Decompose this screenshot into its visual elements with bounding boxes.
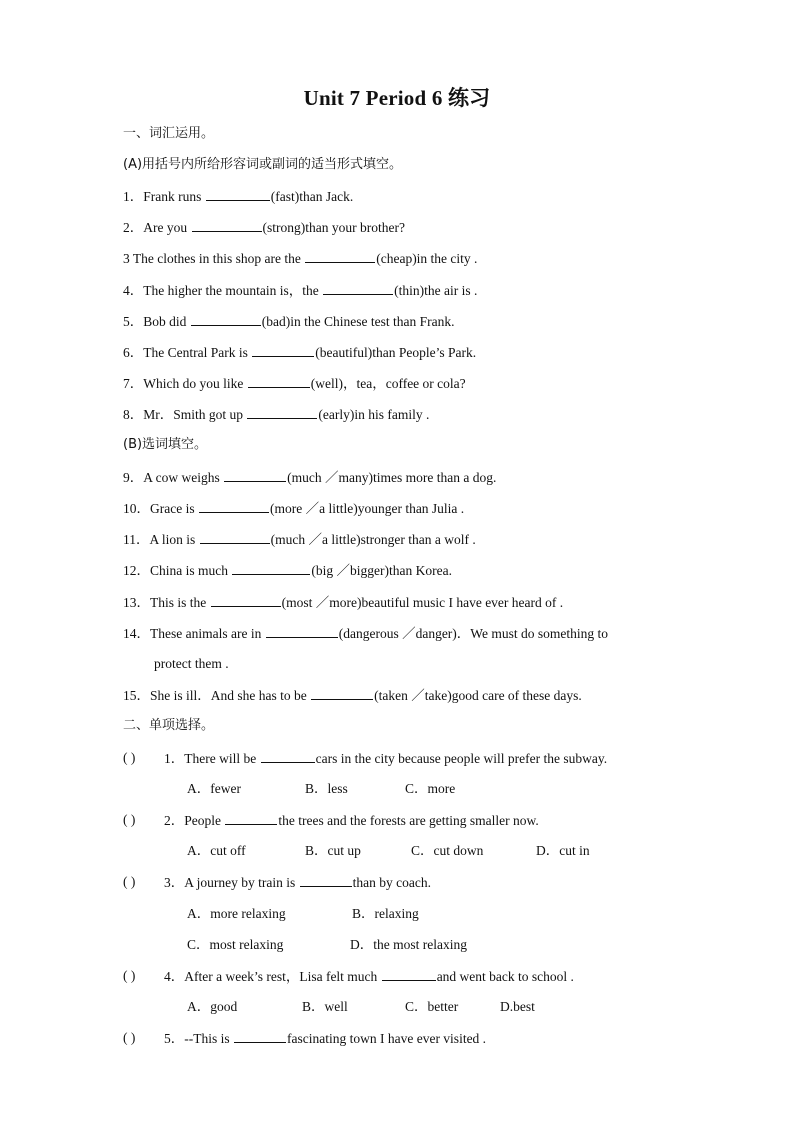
answer-blank[interactable] [206, 187, 270, 201]
mc-question: 2．People the trees and the forests are getting smaller now. [164, 813, 539, 828]
section1-partB-instruction: (B)选词填空。 [123, 437, 208, 452]
fill-item: 12．China is much (big ／bigger)than Korea. [123, 563, 452, 578]
fill-item: 3 The clothes in this shop are the (cheap)in the city . [123, 251, 478, 266]
fill-item: 4．The higher the mountain is，the (thin)the air is . [123, 283, 478, 298]
answer-blank[interactable] [224, 468, 286, 482]
answer-blank [261, 749, 315, 763]
answer-paren[interactable]: ( ) [123, 968, 136, 983]
answer-blank[interactable] [311, 686, 373, 700]
fill-item: 1．Frank runs (fast)than Jack. [123, 189, 354, 204]
option-d[interactable]: D．cut in [536, 843, 590, 858]
answer-blank[interactable] [247, 405, 317, 419]
option-b[interactable]: B．less [305, 781, 348, 796]
answer-blank [225, 811, 277, 825]
answer-blank[interactable] [248, 374, 310, 388]
option-d[interactable]: D．the most relaxing [350, 937, 467, 952]
option-c[interactable]: C．better [405, 999, 459, 1014]
mc-question: 3．A journey by train is than by coach. [164, 875, 431, 890]
answer-paren[interactable]: ( ) [123, 1030, 136, 1045]
fill-item: 5．Bob did (bad)in the Chinese test than Frank. [123, 314, 455, 329]
mc-question: 4．After a week’s rest，Lisa felt much and went back to school . [164, 969, 574, 984]
section1-partA-instruction: (A)用括号内所给形容词或副词的适当形式填空。 [123, 157, 403, 172]
option-a[interactable]: A．cut off [187, 843, 246, 858]
answer-blank[interactable] [200, 530, 270, 544]
section2-heading: 二、单项选择。 [123, 718, 215, 733]
fill-item: 9．A cow weighs (much ／many)times more than a dog. [123, 470, 497, 485]
option-a[interactable]: A．fewer [187, 781, 241, 796]
answer-blank [382, 967, 436, 981]
answer-blank[interactable] [252, 343, 314, 357]
fill-item: 11．A lion is (much ／a little)stronger than a wolf . [123, 532, 476, 547]
option-b[interactable]: B．relaxing [352, 906, 419, 921]
answer-blank [234, 1029, 286, 1043]
option-a[interactable]: A．more relaxing [187, 906, 286, 921]
answer-blank[interactable] [211, 593, 281, 607]
option-b[interactable]: B．cut up [305, 843, 361, 858]
answer-paren[interactable]: ( ) [123, 812, 136, 827]
answer-blank[interactable] [323, 281, 393, 295]
option-a[interactable]: A．good [187, 999, 238, 1014]
option-c[interactable]: C．cut down [411, 843, 484, 858]
option-c[interactable]: C．most relaxing [187, 937, 284, 952]
fill-item: 13．This is the (most ／more)beautiful music I have ever heard of . [123, 595, 564, 610]
option-c[interactable]: C．more [405, 781, 456, 796]
answer-paren[interactable]: ( ) [123, 750, 136, 765]
section1-heading: 一、词汇运用。 [123, 126, 215, 141]
answer-blank [300, 873, 352, 887]
mc-question: 1．There will be cars in the city because people will prefer the subway. [164, 751, 608, 766]
fill-item: 8．Mr．Smith got up (early)in his family . [123, 407, 430, 422]
answer-blank[interactable] [232, 561, 310, 575]
answer-blank[interactable] [199, 499, 269, 513]
fill-item: 2．Are you (strong)than your brother? [123, 220, 405, 235]
answer-blank[interactable] [192, 218, 262, 232]
fill-item: 14．These animals are in (dangerous ／danger)．We must do something to [123, 626, 608, 641]
fill-item: 6．The Central Park is (beautiful)than People’s Park. [123, 345, 477, 360]
answer-blank[interactable] [191, 312, 261, 326]
mc-question: 5．--This is fascinating town I have ever visited . [164, 1031, 487, 1046]
fill-item-continuation: protect them . [154, 656, 229, 671]
fill-item: 15．She is ill．And she has to be (taken ／take)good care of these days. [123, 688, 582, 703]
option-d[interactable]: D.best [500, 999, 535, 1014]
fill-item: 7．Which do you like (well)，tea，coffee or cola? [123, 376, 466, 391]
fill-item: 10．Grace is (more ／a little)younger than Julia . [123, 501, 465, 516]
answer-paren[interactable]: ( ) [123, 874, 136, 889]
option-b[interactable]: B．well [302, 999, 348, 1014]
answer-blank[interactable] [266, 624, 338, 638]
page-title: Unit 7 Period 6 练习 [303, 86, 491, 110]
answer-blank[interactable] [305, 249, 375, 263]
